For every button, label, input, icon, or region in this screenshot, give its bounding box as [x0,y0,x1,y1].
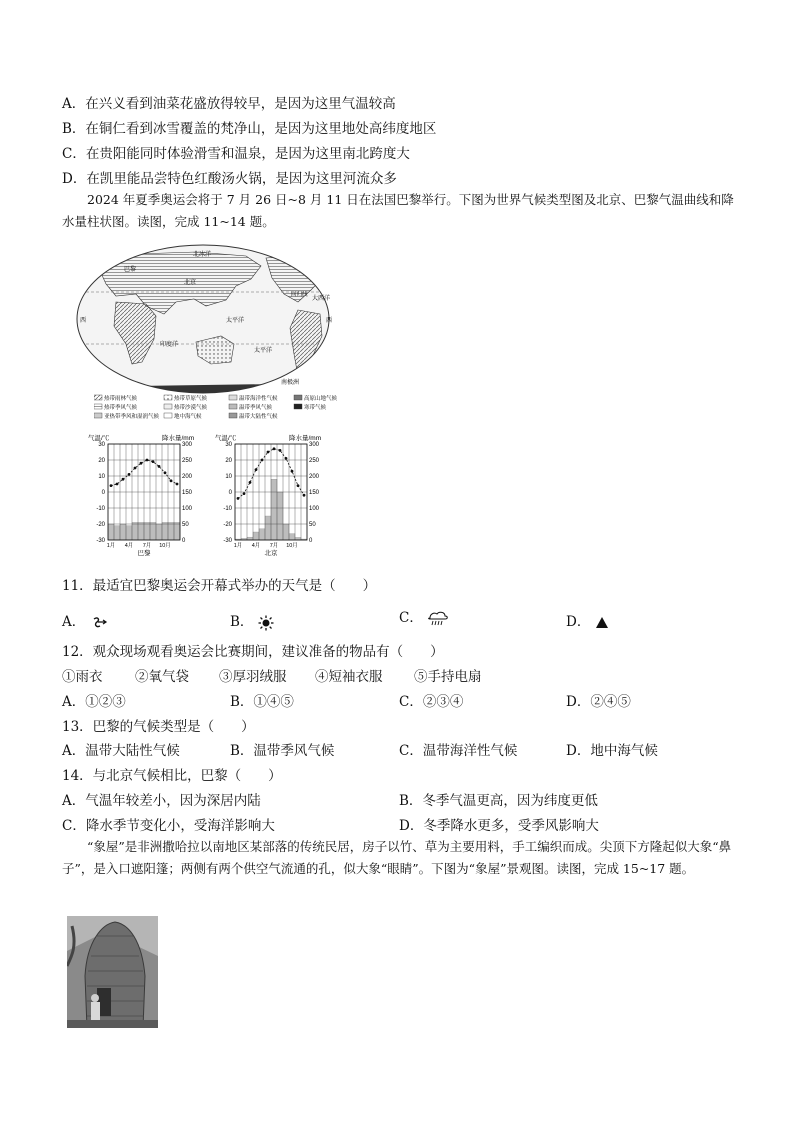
precip-bar [265,516,271,540]
paris-climate-chart [88,432,213,564]
q13-option-c[interactable]: C．温带海洋性气候 [399,743,518,759]
q14-option-b[interactable]: B．冬季气温更高，因为纬度更低 [399,793,598,809]
typhoon-icon [90,616,108,630]
map-label-west-right: 西 [326,317,333,324]
precip-tick-label: 100 [309,506,320,512]
legend-tropical-desert: 热带沙漠气候 [174,405,208,411]
month-tick-label: 10月 [159,543,171,549]
q11-option-d[interactable] [566,610,609,630]
precip-tick-label: 250 [182,458,193,464]
precip-tick-label: 0 [182,538,186,544]
legend-tropical-savanna: 热带草原气候 [174,396,208,402]
q11-option-a[interactable] [62,610,108,630]
q12-option-a[interactable]: A．①②③ [62,694,126,710]
temperature-point [110,484,113,487]
temp-tick-label: -10 [96,506,105,512]
intro-paragraph-2: “象屋”是非洲撒哈拉以南地区某部落的传统民居，房子以竹、草为主要用料，手工编织而成。尖顶下方隆起似大象“鼻子”，是入口遮阳篷；两侧有两个供空气流通的孔，似大象“眼睛”。下图为“象屋”景观图。读图，完成 15~17 题。 [62,839,732,876]
precip-bar [114,526,120,540]
temperature-point [279,449,282,452]
temp-tick-label: -20 [96,522,105,528]
legend-subtropical-monsoon: 亚热带季风和湿润气候 [104,414,160,420]
q12-option-d[interactable]: D．②④⑤ [566,694,631,710]
precip-tick-label: 50 [309,522,316,528]
q13-stem: 13．巴黎的气候类型是（ ） [62,719,255,735]
precip-bar [259,529,265,540]
q11-option-d-label: D． [566,614,591,630]
temperature-point [134,467,137,470]
map-label-beijing: 北京 [184,279,197,286]
precip-bar [126,526,132,540]
temp-tick-label: -20 [223,522,232,528]
prev-option-a: A．在兴义看到油菜花盛放得较早，是因为这里气温较高 [62,96,396,112]
q12-item-2: ②氧气袋 [135,669,189,685]
temp-tick-label: 0 [101,490,105,496]
temperature-point [303,494,306,497]
map-label-pacific-ocean: 太平洋 [226,317,245,324]
precip-bar [271,479,277,540]
q12-item-4: ④短袖衣服 [315,669,383,685]
intro-paragraph-1: 2024 年夏季奥运会将于 7 月 26 日~8 月 11 日在法国巴黎举行。下图为世界气候类型图及北京、巴黎气温曲线和降水量柱状图。读图，完成 11~14 题。 [62,192,734,229]
map-label-atlantic-ocean: 大西洋 [312,295,331,302]
legend-highland: 高原山地气候 [304,396,338,402]
precip-bar [144,522,150,540]
temperature-point [140,462,143,465]
legend-temperate-continental: 温带大陆性气候 [239,414,278,420]
precip-tick-label: 100 [182,506,193,512]
map-label-antarctica: 南极洲 [281,379,300,386]
temperature-point [243,492,246,495]
map-label-pacific-ocean-south: 太平洋 [254,347,273,354]
precip-bar [174,522,180,540]
month-tick-label: 4月 [251,543,261,549]
q11-option-c[interactable] [399,606,449,628]
temperature-point [170,479,173,482]
precip-bar [253,532,259,540]
temp-tick-label: 10 [98,474,105,480]
temperature-point [146,459,149,462]
temperature-point [158,465,161,468]
precip-bar [277,492,283,540]
triangle-icon [595,616,609,630]
legend-mediterranean: 地中海气候 [174,414,202,420]
q13-option-b[interactable]: B．温带季风气候 [230,743,335,759]
q12-item-1: ①雨衣 [62,669,103,685]
temp-tick-label: 30 [98,442,105,448]
precip-bar [120,524,126,540]
precip-bar [289,534,295,540]
temp-tick-label: -10 [223,506,232,512]
precip-tick-label: 150 [182,490,193,496]
precip-bar [138,522,144,540]
map-label-west: 西 [80,317,87,324]
map-label-indian-ocean: 印度洋 [160,341,179,348]
month-tick-label: 7月 [142,543,152,549]
q13-option-d[interactable]: D．地中海气候 [566,743,658,759]
precip-tick-label: 150 [309,490,320,496]
legend-tropical-rainforest: 热带雨林气候 [104,396,138,402]
precip-axis-label: 降水量/mm [162,435,195,442]
rain-icon [427,610,449,628]
temp-tick-label: 30 [225,442,232,448]
precip-tick-label: 200 [182,474,193,480]
temperature-point [128,473,131,476]
temperature-point [152,460,155,463]
precip-axis-label: 降水量/mm [289,435,322,442]
sunny-icon [258,615,274,631]
q11-stem: 11．最适宜巴黎奥运会开幕式举办的天气是（ ） [62,578,377,594]
temperature-point [267,451,270,454]
q14-stem: 14．与北京气候相比，巴黎（ ） [62,768,282,784]
map-label-paris: 巴黎 [124,266,137,273]
temperature-point [261,459,264,462]
precip-bar [156,524,162,540]
q13-option-a[interactable]: A．温带大陆性气候 [62,743,180,759]
legend-polar: 寒带气候 [304,405,327,411]
temp-tick-label: -30 [96,538,105,544]
precip-bar [162,522,168,540]
precip-tick-label: 200 [309,474,320,480]
q11-option-a-label: A． [62,614,86,630]
legend-tropical-monsoon: 热带季风气候 [104,405,138,411]
q12-item-3: ③厚羽绒服 [219,669,287,685]
temp-tick-label: 20 [225,458,232,464]
temperature-point [249,481,252,484]
temperature-point [285,457,288,460]
city-label: 北京 [264,550,278,557]
temp-tick-label: 10 [225,474,232,480]
temp-tick-label: 20 [98,458,105,464]
q11-option-b-label: B． [230,614,254,630]
q12-item-5: ⑤手持电扇 [414,669,482,685]
temp-axis-label: 气温/℃ [215,435,237,442]
city-label: 巴黎 [137,550,151,557]
q11-option-c-label: C． [399,610,423,626]
precip-bar [150,522,156,540]
temperature-point [291,470,294,473]
month-tick-label: 1月 [106,543,116,549]
temperature-point [237,497,240,500]
precip-tick-label: 250 [309,458,320,464]
legend-temperate-monsoon: 温带季风气候 [239,405,273,411]
legend-temperate-maritime: 温带海洋性气候 [239,396,278,402]
temperature-point [255,468,258,471]
precip-tick-label: 300 [309,442,320,448]
q14-option-a[interactable]: A．气温年较差小，因为深居内陆 [62,793,261,809]
q11-option-b[interactable] [230,610,274,631]
month-tick-label: 1月 [233,543,243,549]
temperature-point [273,447,276,450]
precip-bar [108,524,114,540]
precip-bar [132,522,138,540]
precip-bar [247,537,253,540]
map-legend [94,393,354,429]
beijing-climate-chart [215,432,340,564]
temp-tick-label: -30 [223,538,232,544]
month-tick-label: 7月 [269,543,279,549]
temp-tick-label: 0 [228,490,232,496]
q12-stem: 12．观众现场观看奥运会比赛期间，建议准备的物品有（ ） [62,644,444,660]
q14-option-c[interactable]: C．降水季节变化小，受海洋影响大 [62,818,275,834]
q12-option-b[interactable]: B．①④⑤ [230,694,294,710]
prev-option-d: D．在凯里能品尝特色红酸汤火锅，是因为这里河流众多 [62,171,397,187]
prev-option-c: C．在贵阳能同时体验滑雪和温泉，是因为这里南北跨度大 [62,146,410,162]
precip-tick-label: 50 [182,522,189,528]
elephant-house-photo [67,916,158,1028]
prev-option-b: B．在铜仁看到冰雪覆盖的梵净山，是因为这里地处高纬度地区 [62,121,437,137]
month-tick-label: 4月 [124,543,134,549]
temperature-point [116,483,119,486]
temperature-point [297,484,300,487]
precip-tick-label: 300 [182,442,193,448]
month-tick-label: 10月 [286,543,298,549]
map-label-tropic: 回归线 [291,292,308,298]
precip-bar [283,524,289,540]
temperature-point [176,483,179,486]
precip-tick-label: 0 [309,538,313,544]
precip-bar [168,522,174,540]
map-label-arctic-ocean: 北冰洋 [193,251,212,258]
temperature-point [164,471,167,474]
temperature-point [122,478,125,481]
temp-axis-label: 气温/℃ [88,435,110,442]
q12-option-c[interactable]: C．②③④ [399,694,464,710]
q14-option-d[interactable]: D．冬季降水更多，受季风影响大 [399,818,599,834]
